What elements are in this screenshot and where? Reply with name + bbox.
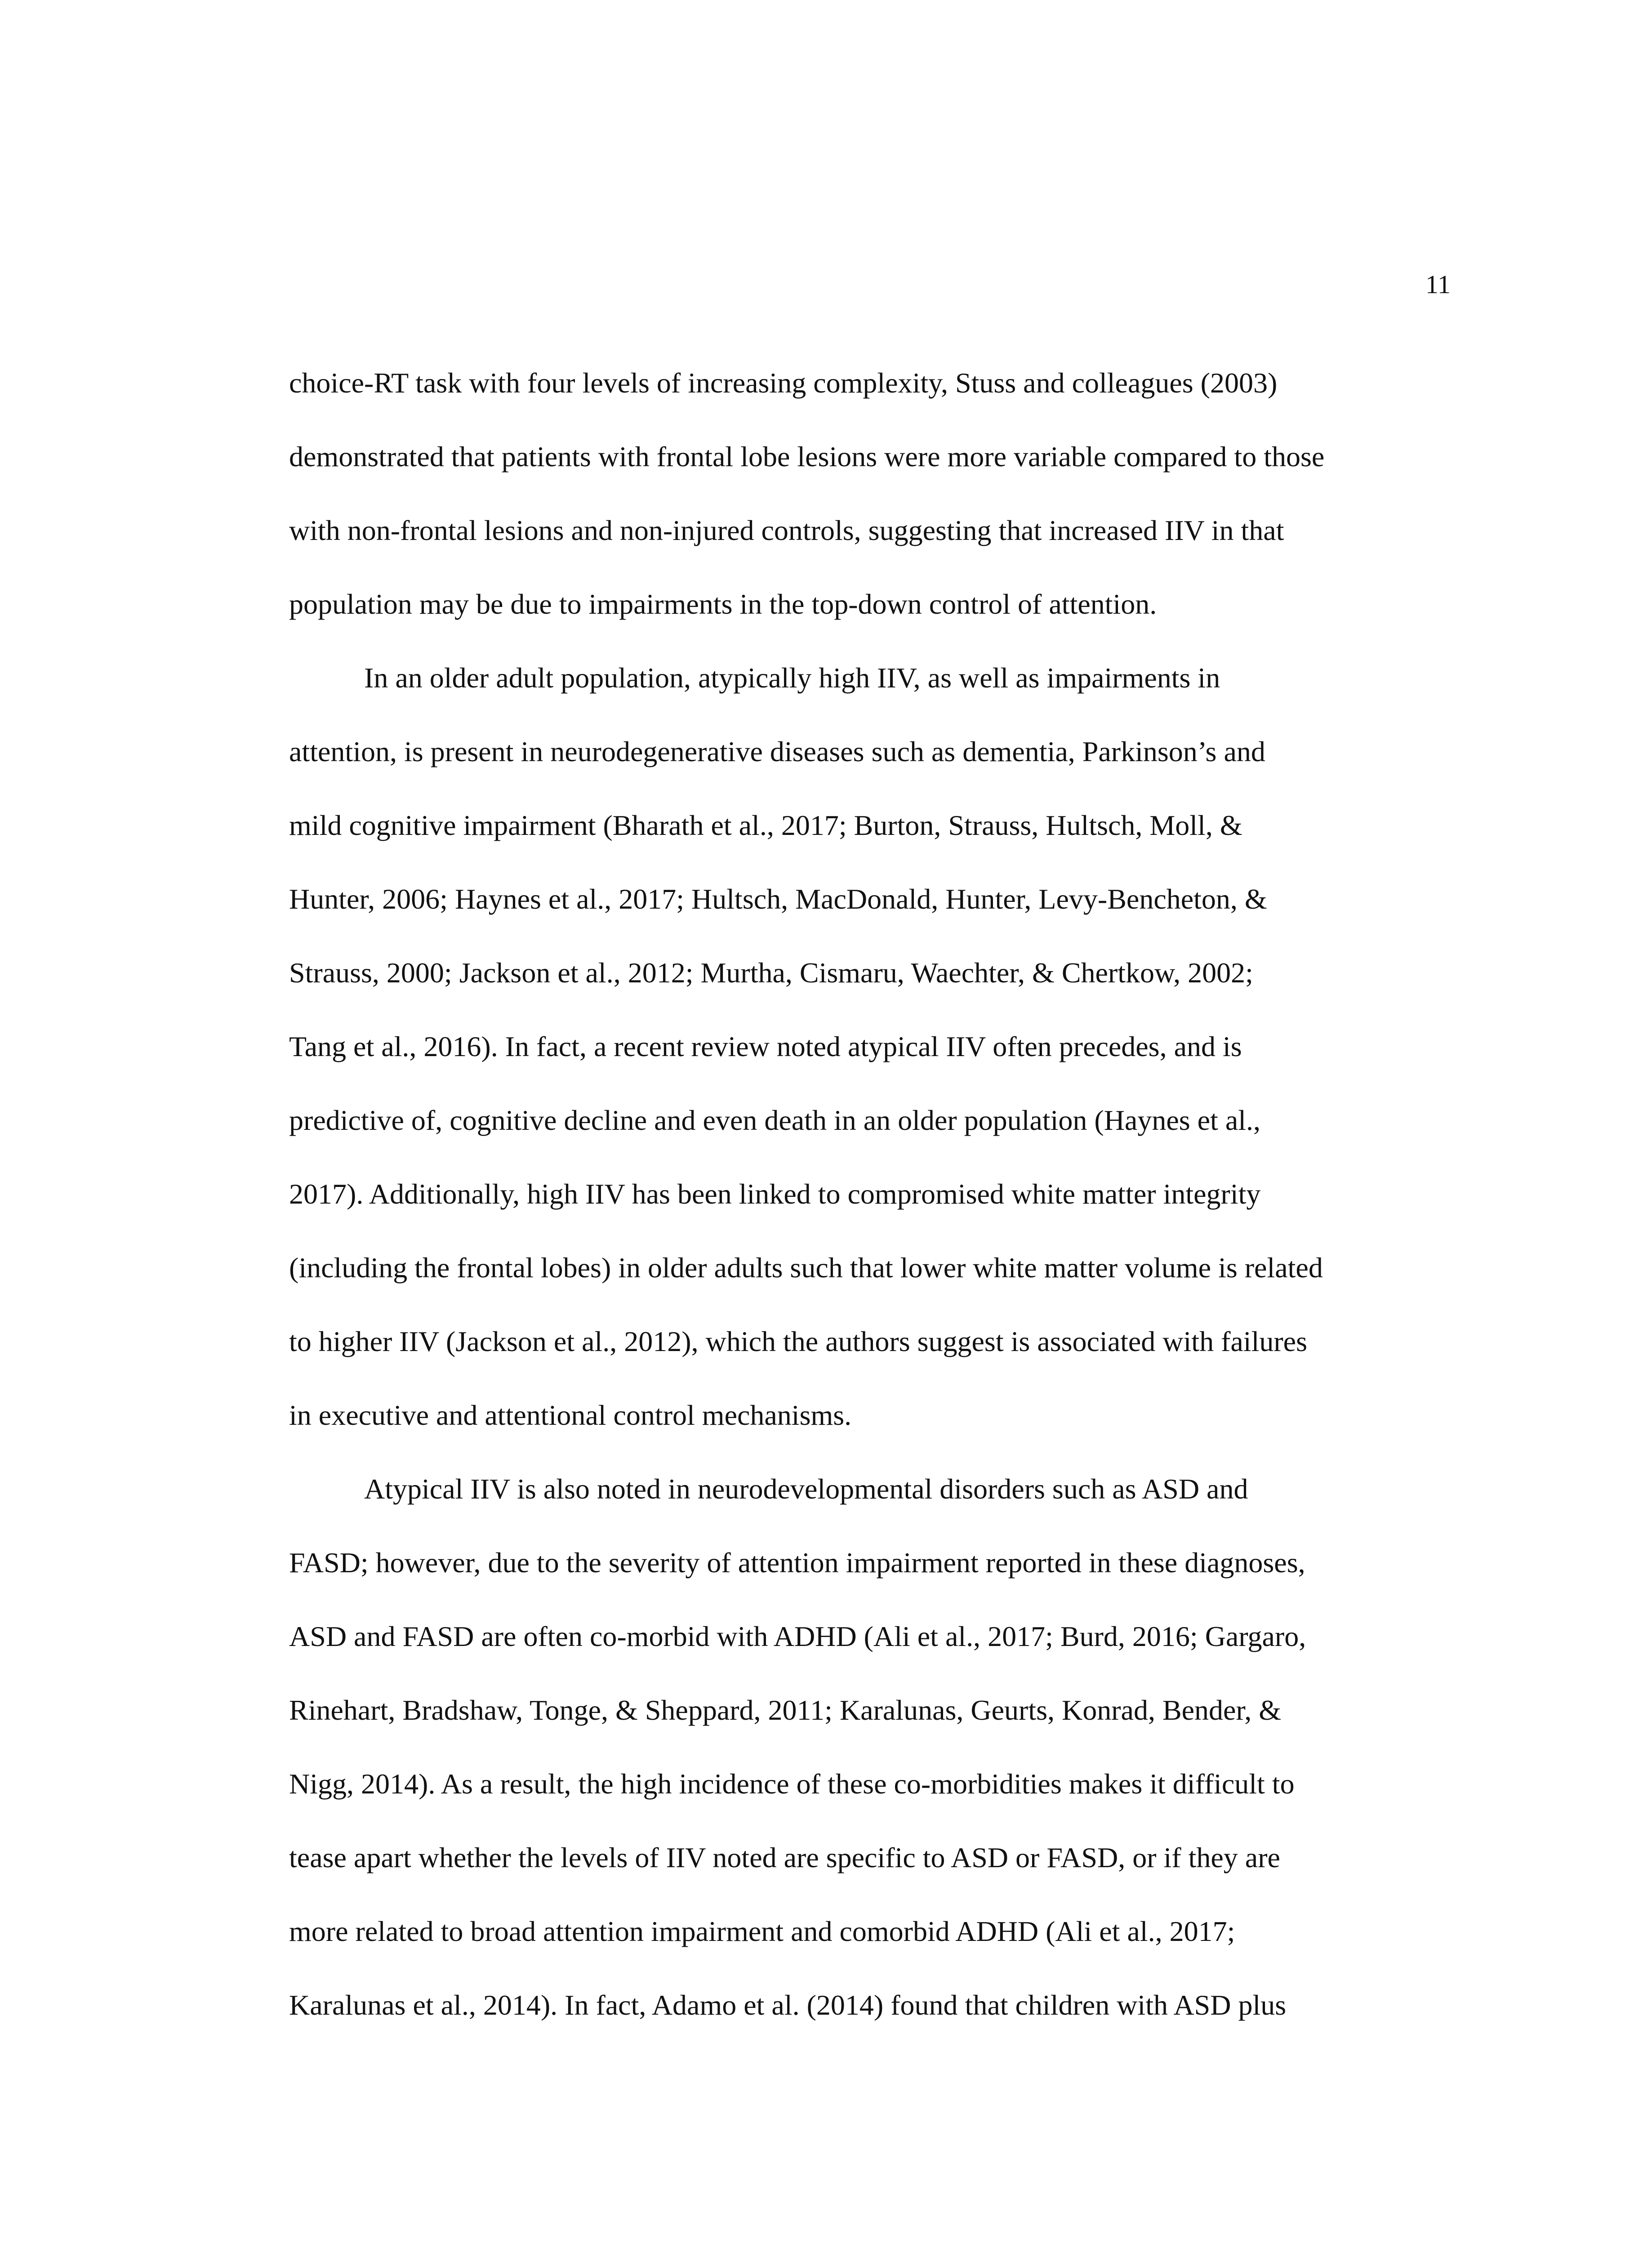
text-line: demonstrated that patients with frontal lobe lesions were more variable compared to those [289,441,1325,473]
text-line: tease apart whether the levels of IIV noted are specific to ASD or FASD, or if they are [289,1842,1280,1873]
text-line: to higher IIV (Jackson et al., 2012), which the authors suggest is associated with failures [289,1325,1307,1357]
page-number: 11 [1425,270,1451,299]
text-line: FASD; however, due to the severity of attention impairment reported in these diagnoses, [289,1547,1305,1579]
text-line: In an older adult population, atypically high IIV, as well as impairments in [364,662,1220,694]
text-line: ASD and FASD are often co-morbid with ADHD (Ali et al., 2017; Burd, 2016; Gargaro, [289,1620,1306,1652]
text-line: more related to broad attention impairment and comorbid ADHD (Ali et al., 2017; [289,1915,1235,1947]
text-line: predictive of, cognitive decline and even death in an older population (Haynes et al., [289,1104,1260,1136]
text-line: Hunter, 2006; Haynes et al., 2017; Hultsch, MacDonald, Hunter, Levy-Bencheton, & [289,883,1267,915]
text-line: in executive and attentional control mechanisms. [289,1399,852,1431]
text-line: 2017). Additionally, high IIV has been linked to compromised white matter integrity [289,1178,1261,1210]
text-line: attention, is present in neurodegenerative diseases such as dementia, Parkinson’s and [289,736,1265,767]
text-line: Strauss, 2000; Jackson et al., 2012; Murtha, Cismaru, Waechter, & Chertkow, 2002; [289,957,1253,989]
text-line: Rinehart, Bradshaw, Tonge, & Sheppard, 2011; Karalunas, Geurts, Konrad, Bender, & [289,1694,1281,1726]
text-line: choice-RT task with four levels of increasing complexity, Stuss and colleagues (2003) [289,367,1278,399]
text-line: mild cognitive impairment (Bharath et al., 2017; Burton, Strauss, Hultsch, Moll, & [289,809,1242,841]
text-line: population may be due to impairments in the top-down control of attention. [289,588,1157,620]
text-line: (including the frontal lobes) in older adults such that lower white matter volume is related [289,1252,1323,1284]
body-text [289,361,1476,2057]
text-line: with non-frontal lesions and non-injured controls, suggesting that increased IIV in that [289,514,1284,546]
text-line: Nigg, 2014). As a result, the high incidence of these co-morbidities makes it difficult to [289,1768,1295,1800]
text-line: Karalunas et al., 2014). In fact, Adamo et al. (2014) found that children with ASD plus [289,1989,1287,2021]
text-line: Tang et al., 2016). In fact, a recent review noted atypical IIV often precedes, and is [289,1030,1242,1062]
text-line: Atypical IIV is also noted in neurodevelopmental disorders such as ASD and [364,1473,1248,1505]
